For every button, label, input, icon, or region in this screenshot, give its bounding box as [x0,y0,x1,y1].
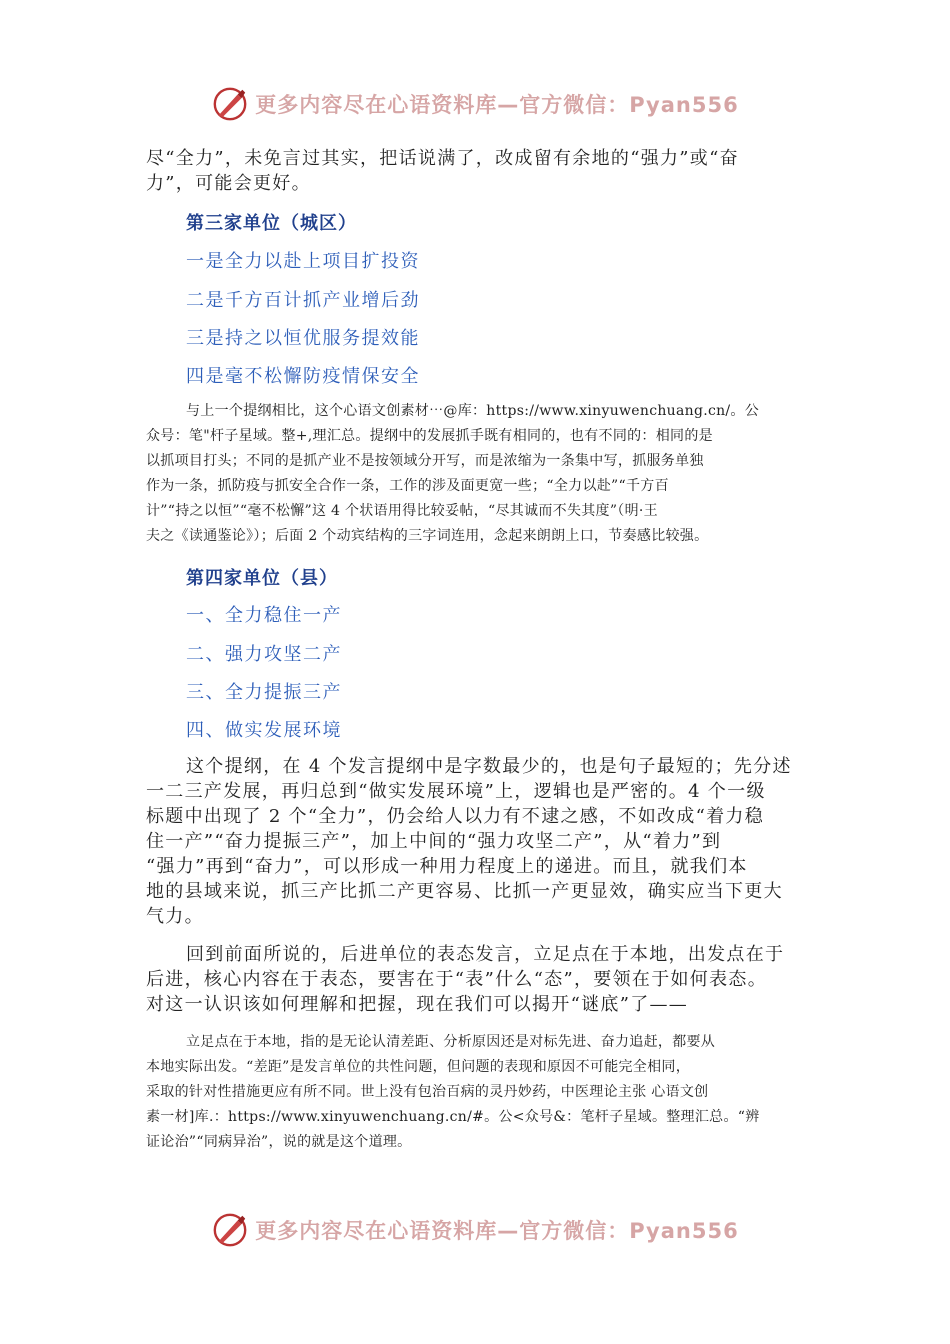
text-line: 夫之《读通鉴论》）；后面 2 个动宾结构的三字词连用，念起来朗朗上口，节奏感比较强。 [146,528,709,544]
text-line: 对这一认识该如何理解和把握，现在我们可以揭开“谜底”了—— [146,994,689,1015]
text-line: 素一材]库.：https://www.xinyuwenchuang.cn/#。公<众号&：笔杆子星域。整理汇总。“辨 [146,1109,760,1125]
header-banner [0,84,950,124]
outline-item: 二、强力攻坚二产 [186,644,342,665]
text-line: 住一产”“奋力提振三产”，加上中间的“强力攻坚二产”，从“着力”到 [146,831,722,852]
outline-item: 四是毫不松懈防疫情保安全 [186,366,420,387]
text-line: 本地实际出发。“差距”是发言单位的共性问题，但问题的表现和原因不可能完全相同， [146,1059,691,1075]
text-line: 后进，核心内容在于表态，要害在于“表”什么“态”，要领在于如何表态。 [146,969,768,990]
text-line: 力”，可能会更好。 [146,173,311,194]
text-line: 回到前面所说的，后进单位的表态发言，立足点在于本地，出发点在于 [186,944,785,965]
text-line: 标题中出现了 2 个“全力”，仍会给人以力有不逮之感，不如改成“着力稳 [146,806,764,827]
section4-heading: 第四家单位（县） [186,568,338,589]
section3-heading: 第三家单位（城区） [186,213,357,234]
banner-text: 更多内容尽在心语资料库—官方微信：Pyan556 [255,93,739,117]
text-line: 计”“持之以恒”“毫不松懈”这 4 个状语用得比较妥帖，“尽其诚而不失其度”（明·王 [146,503,658,519]
text-line: 尽“全力”，未免言过其实，把话说满了，改成留有余地的“强力”或“奋 [146,148,739,169]
text-line: 与上一个提纲相比，这个心语文创素材⋯@库：https://www.xinyuwenchuang.cn/。公 [186,403,760,419]
text-line: 以抓项目打头；不同的是抓产业不是按领域分开写，而是浓缩为一条集中写，抓服务单独 [146,453,704,469]
text-line: “强力”再到“奋力”，可以形成一种用力程度上的递进。而且，就我们本 [146,856,748,877]
text-line: 一二三产发展，再归总到“做实发展环境”上，逻辑也是严密的。4 个一级 [146,781,766,802]
text-line: 这个提纲，在 4 个发言提纲中是字数最少的，也是句子最短的；先分述 [186,756,792,777]
footer-banner [0,1210,950,1250]
text-line: 作为一条，抓防疫与抓安全合作一条，工作的涉及面更宽一些；“全力以赴”“千方百 [146,478,669,494]
outline-item: 三是持之以恒优服务提效能 [186,328,420,349]
text-line: 证论治”“同病异治”，说的就是这个道理。 [146,1134,412,1150]
outline-item: 一是全力以赴上项目扩投资 [186,251,420,272]
banner-text: 更多内容尽在心语资料库—官方微信：Pyan556 [255,1219,739,1243]
text-line: 众号：笔"杆子星域。整+,理汇总。提纲中的发展抓手既有相同的，也有不同的：相同的是 [146,428,713,444]
text-line: 地的县域来说，抓三产比抓二产更容易、比抓一产更显效，确实应当下更大 [146,881,783,902]
text-line: 采取的针对性措施更应有所不同。世上没有包治百病的灵丹妙药，中医理论主张 心语文创 [146,1084,709,1100]
outline-item: 二是千方百计抓产业增后劲 [186,290,420,311]
text-line: 立足点在于本地，指的是无论认清差距、分析原因还是对标先进、奋力追赶，都要从 [186,1034,716,1050]
pen-circle-icon [211,85,249,123]
outline-item: 一、全力稳住一产 [186,605,342,626]
pen-circle-icon [211,1211,249,1249]
text-line: 气力。 [146,906,204,927]
outline-item: 三、全力提振三产 [186,682,342,703]
outline-item: 四、做实发展环境 [186,720,342,741]
